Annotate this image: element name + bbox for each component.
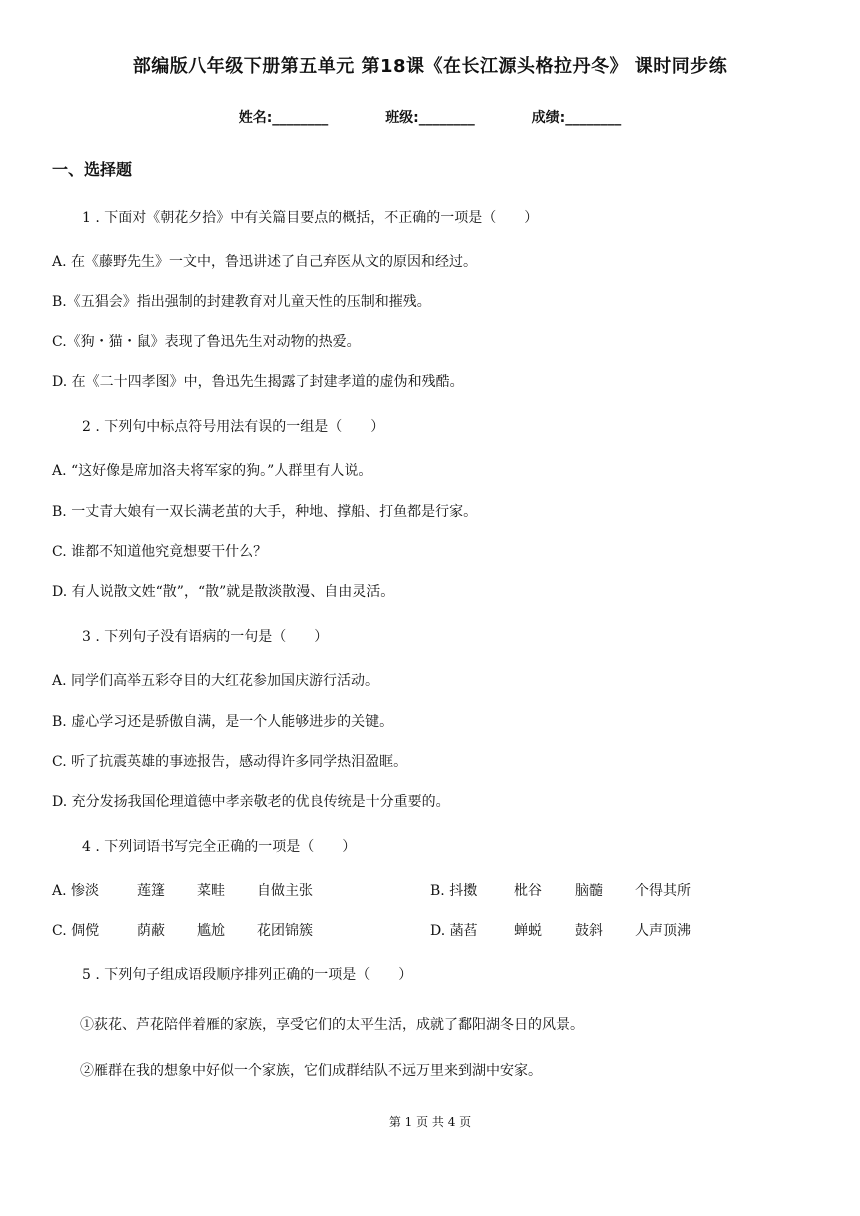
question-1-option-d: D. 在《二十四孝图》中，鲁迅先生揭露了封建孝道的虚伪和残酷。 xyxy=(52,374,464,390)
word: D. 菡萏 xyxy=(430,923,478,939)
question-3-stem: 3 . 下列句子没有语病的一句是（ ） xyxy=(82,629,329,645)
question-1-stem: 1 . 下面对《朝花夕拾》中有关篇目要点的概括，不正确的一项是（ ） xyxy=(82,210,539,226)
question-5-sentence-2: ②雁群在我的想象中好似一个家族，它们成群结队不远万里来到湖中安家。 xyxy=(80,1063,542,1079)
word: 自做主张 xyxy=(257,883,313,899)
word: 人声顶沸 xyxy=(635,923,691,939)
word: A. 惨淡 xyxy=(52,883,100,899)
question-5-stem: 5 . 下列句子组成语段顺序排列正确的一项是（ ） xyxy=(82,967,413,983)
class-field: 班级:________ xyxy=(385,110,475,126)
question-3-option-b: B. 虚心学习还是骄傲自满，是一个人能够进步的关键。 xyxy=(52,714,394,730)
word: 蝉蜕 xyxy=(514,923,542,939)
question-3-option-a: A. 同学们高举五彩夺目的大红花参加国庆游行活动。 xyxy=(52,673,380,689)
question-1-option-c: C.《狗・猫・鼠》表现了鲁迅先生对动物的热爱。 xyxy=(52,334,361,350)
student-info xyxy=(0,107,860,127)
word: 枇谷 xyxy=(514,883,542,899)
score-field: 成绩:________ xyxy=(531,110,622,126)
word: 荫蔽 xyxy=(137,923,165,939)
question-3-option-c: C. 听了抗震英雄的事迹报告，感动得许多同学热泪盈眶。 xyxy=(52,754,408,770)
question-1-option-b: B.《五猖会》指出强制的封建教育对儿童天性的压制和摧残。 xyxy=(52,294,431,310)
word: 鼓斜 xyxy=(575,923,603,939)
question-2-stem: 2 . 下列句中标点符号用法有误的一组是（ ） xyxy=(82,419,385,435)
question-2-option-a: A. “这好像是席加洛夫将军家的狗。”人群里有人说。 xyxy=(52,463,373,479)
page-number: 第 1 页 共 4 页 xyxy=(388,1115,472,1129)
word: 脑髓 xyxy=(575,883,603,899)
question-5-sentence-1: ①荻花、芦花陪伴着雁的家族，享受它们的太平生活，成就了鄱阳湖冬日的风景。 xyxy=(80,1017,584,1033)
question-2-option-b: B. 一丈青大娘有一双长满老茧的大手，种地、撑船、打鱼都是行家。 xyxy=(52,504,478,520)
section-title: 一、选择题 xyxy=(52,160,133,179)
name-field: 姓名:________ xyxy=(238,110,329,126)
word: 花团锦簇 xyxy=(257,923,313,939)
question-3-option-d: D. 充分发扬我国伦理道德中孝亲敬老的优良传统是十分重要的。 xyxy=(52,794,450,810)
word: 尴尬 xyxy=(197,923,225,939)
word: B. 抖擞 xyxy=(430,883,478,899)
word: 个得其所 xyxy=(635,883,691,899)
question-2-option-d: D. 有人说散文姓“散”，“散”就是散淡散漫、自由灵活。 xyxy=(52,584,395,600)
word: 莲篷 xyxy=(137,883,165,899)
question-2-option-c: C. 谁都不知道他究竟想要干什么？ xyxy=(52,544,268,560)
word: 菜畦 xyxy=(197,883,225,899)
question-1-option-a: A. 在《藤野先生》一文中，鲁迅讲述了自己弃医从文的原因和经过。 xyxy=(52,254,478,270)
question-4-stem: 4 . 下列词语书写完全正确的一项是（ ） xyxy=(82,839,357,855)
word: C. 倜傥 xyxy=(52,923,100,939)
page-title: 部编版八年级下册第五单元 第18课《在长江源头格拉丹冬》 课时同步练 xyxy=(132,56,728,77)
